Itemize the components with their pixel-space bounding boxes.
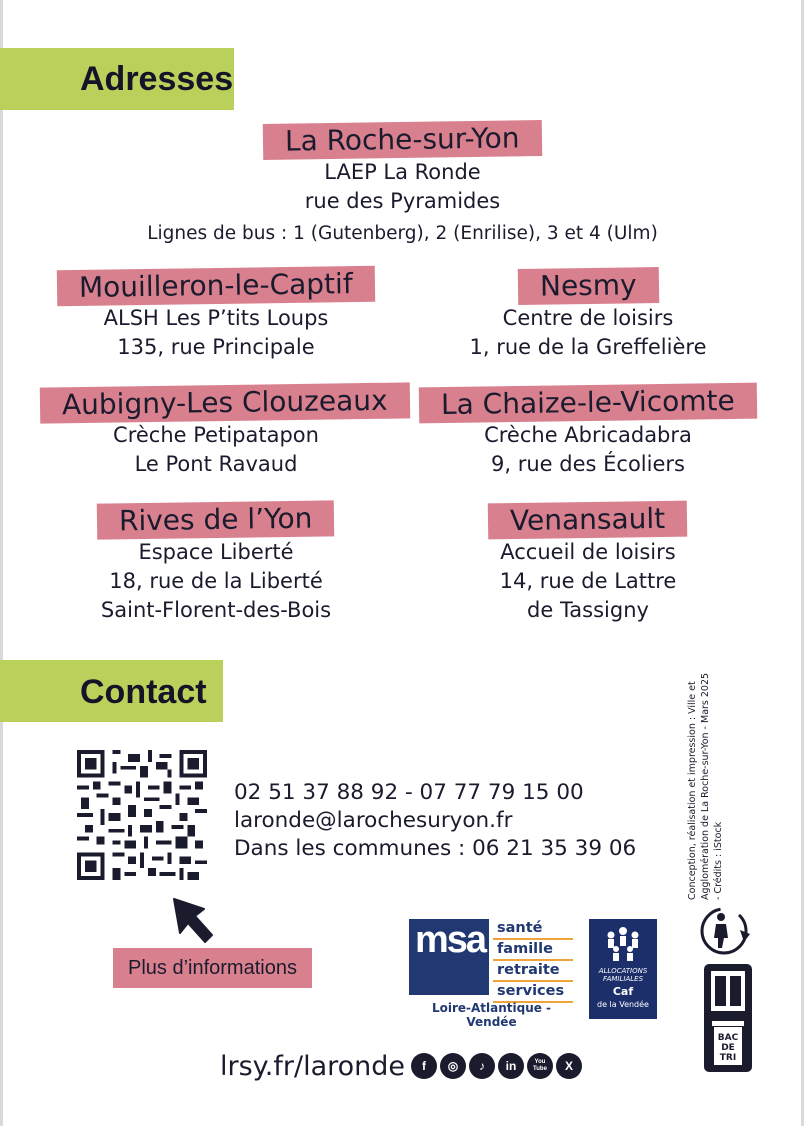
section-heading-contact: Contact xyxy=(0,660,223,722)
location-line: Centre de loisirs xyxy=(502,306,674,330)
sorting-bin-icon xyxy=(703,963,753,1073)
location-line: 14, rue de Lattre xyxy=(499,569,677,593)
contact-details xyxy=(234,779,636,863)
location-line: 18, rue de la Liberté xyxy=(109,569,323,593)
left-page-edge xyxy=(0,0,3,1126)
social-links xyxy=(411,1053,582,1079)
section-heading-adresses: Adresses xyxy=(0,48,234,110)
facebook-icon[interactable]: f xyxy=(411,1053,437,1079)
msa-logo-mark xyxy=(409,919,489,995)
location-title: La Chaize-le-Vicomte xyxy=(419,383,757,424)
msa-logo xyxy=(409,919,574,1029)
arrow-icon xyxy=(168,895,220,953)
location-title: Aubigny-Les Clouzeaux xyxy=(40,382,410,423)
location-venansault xyxy=(412,502,764,625)
qr-code[interactable] xyxy=(76,750,208,880)
instagram-icon[interactable]: ◎ xyxy=(440,1053,466,1079)
msa-word: famille xyxy=(493,940,573,961)
location-rives-de-l-yon xyxy=(40,502,392,625)
caf-allocations: ALLOCATIONS FAMILIALES xyxy=(598,967,648,983)
website-url[interactable]: lrsy.fr/laronde xyxy=(220,1051,406,1082)
location-line: Accueil de loisirs xyxy=(500,540,676,564)
msa-word: services xyxy=(493,982,573,1003)
location-line: 9, rue des Écoliers xyxy=(491,452,685,476)
msa-word: santé xyxy=(493,919,573,940)
email-address[interactable]: laronde@larochesuryon.fr xyxy=(234,808,513,833)
location-line: Saint-Florent-des-Bois xyxy=(100,598,332,622)
location-title: Rives de l’Yon xyxy=(97,500,335,539)
communes-phone[interactable]: Dans les communes : 06 21 35 39 06 xyxy=(234,836,637,861)
caf-region: de la Vendée xyxy=(597,1000,649,1009)
location-line: Le Pont Ravaud xyxy=(134,452,298,476)
location-la-roche-sur-yon xyxy=(130,122,675,248)
msa-logo-words xyxy=(493,919,573,1003)
location-nesmy xyxy=(412,268,764,362)
msa-logo-letters: msa xyxy=(415,919,486,961)
location-title: Venansault xyxy=(488,501,688,540)
triman-recycling-icon xyxy=(700,904,754,956)
location-line: 1, rue de la Greffelière xyxy=(469,335,707,359)
bus-lines: Lignes de bus : 1 (Gutenberg), 2 (Enrilise), 3 et 4 (Ulm) xyxy=(147,223,658,244)
location-la-chaize-le-vicomte xyxy=(412,385,764,479)
location-line: rue des Pyramides xyxy=(304,189,501,213)
family-icon xyxy=(599,925,647,965)
caf-name: Caf xyxy=(612,985,634,998)
location-line: ALSH Les P’tits Loups xyxy=(103,306,329,330)
location-line: de Tassigny xyxy=(527,598,649,622)
msa-region: Loire-Atlantique - Vendée xyxy=(431,1001,552,1029)
linkedin-icon[interactable]: in xyxy=(498,1053,524,1079)
location-line: LAEP La Ronde xyxy=(324,160,481,184)
location-title: Nesmy xyxy=(517,267,658,305)
location-line: Crèche Abricadabra xyxy=(484,423,692,447)
tiktok-icon[interactable]: ♪ xyxy=(469,1053,495,1079)
print-credits: Conception, réalisation et impression : Ville et Agglomération de La Roche-sur-Yon - Mars 2025 - Crédits : iStock xyxy=(687,672,724,900)
phone-numbers[interactable]: 02 51 37 88 92 - 07 77 79 15 00 xyxy=(234,780,584,805)
more-info-label: Plus d’informations xyxy=(113,948,312,988)
location-aubigny-les-clouzeaux xyxy=(40,385,392,479)
location-title: Mouilleron-le-Captif xyxy=(57,266,375,306)
youtube-icon[interactable]: You Tube xyxy=(527,1053,553,1079)
msa-word: retraite xyxy=(493,961,573,982)
location-line: 135, rue Principale xyxy=(117,335,315,359)
x-icon[interactable]: X xyxy=(556,1053,582,1079)
svg-text:DE: DE xyxy=(721,1043,735,1053)
svg-text:TRI: TRI xyxy=(719,1053,737,1063)
bac-label: BAC xyxy=(717,1033,739,1043)
location-line: Espace Liberté xyxy=(138,540,294,564)
caf-logo xyxy=(589,919,657,1019)
location-mouilleron-le-captif xyxy=(40,268,392,362)
location-title: La Roche-sur-Yon xyxy=(263,120,542,160)
location-line: Crèche Petipatapon xyxy=(113,423,319,447)
